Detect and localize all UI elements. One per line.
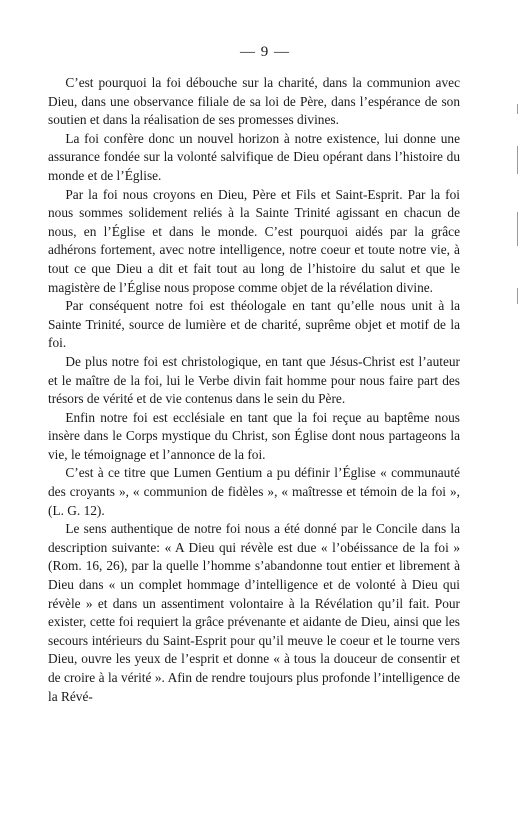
paragraph-5: De plus notre foi est christologique, en tant que Jésus-Christ est l’auteur et le maître de la foi, lui le Verbe divin fait homme pour nous faire part des trésors de vérité et de vie contenus dans le sein du Père.	[48, 353, 460, 407]
scan-edge-mark	[517, 146, 518, 174]
paragraph-8: Le sens authentique de notre foi nous a été donné par le Concile dans la description suivante: « A Dieu qui révèle est due « l’obéissance de la foi » (Rom. 16, 26), par la quelle l’homme s’abandonne tout entier et librement à Dieu dans « un complet hommage d’intelligence et de volonté à Dieu qui révèle » et dans un assentiment volontaire à la Révélation qu’il fait. Pour exister, cette foi requiert la grâce prévenante et aidante de Dieu, ainsi que les secours intérieurs du Saint-Esprit pour qu’il meuve le coeur et le tourne vers Dieu, ouvre les yeux de l’esprit et donne « à tous la douceur de consentir et de croire à la vérité ». Afin de rendre toujours plus profonde l’intelligence de la Révé-	[48, 521, 460, 704]
paragraph-4: Par conséquent notre foi est théologale en tant qu’elle nous unit à la Sainte Trinité, source de lumière et de charité, suprême objet et motif de la foi.	[48, 298, 460, 351]
scan-edge-mark	[517, 288, 518, 304]
paragraph-7: C’est à ce titre que Lumen Gentium a pu définir l’Église « communauté des croyants », « communion de fidèles », « maîtresse et témoin de la foi », (L. G. 12).	[48, 465, 460, 518]
paragraph-3: Par la foi nous croyons en Dieu, Père et Fils et Saint-Esprit. Par la foi nous sommes solidement reliés à la Sainte Trinité agissant en chacun de nous, en l’Église et dans le monde. C’est pourquoi aidés par la grâce adhérons fortement, avec notre intelligence, notre coeur et toute notre vie, à tout ce que Dieu a dit et fait tout au long de l’histoire du salut et que le magistère de l’Église nous propose comme objet de la révélation divine.	[48, 186, 460, 295]
scan-edge-mark	[517, 104, 518, 114]
paragraph-2: La foi confère donc un nouvel horizon à notre existence, lui donne une assurance fondée sur la volonté salvifique de Dieu opérant dans l’histoire du monde et de l’Église.	[48, 130, 460, 183]
paragraph-1: C’est pourquoi la foi débouche sur la charité, dans la communion avec Dieu, dans une observance filiale de sa loi de Père, dans l’espérance de son soutien et dans la réalisation de ses promesses divines.	[48, 75, 460, 128]
scan-edge-mark	[517, 212, 518, 246]
paragraph-6: Enfin notre foi est ecclésiale en tant que la foi reçue au baptême nous insère dans le Corps mystique du Christ, son Église dont nous partageons la vie, le témoignage et l’annonce de la foi.	[48, 409, 460, 462]
body-text	[48, 74, 460, 706]
page-number: — 9 —	[240, 44, 290, 60]
